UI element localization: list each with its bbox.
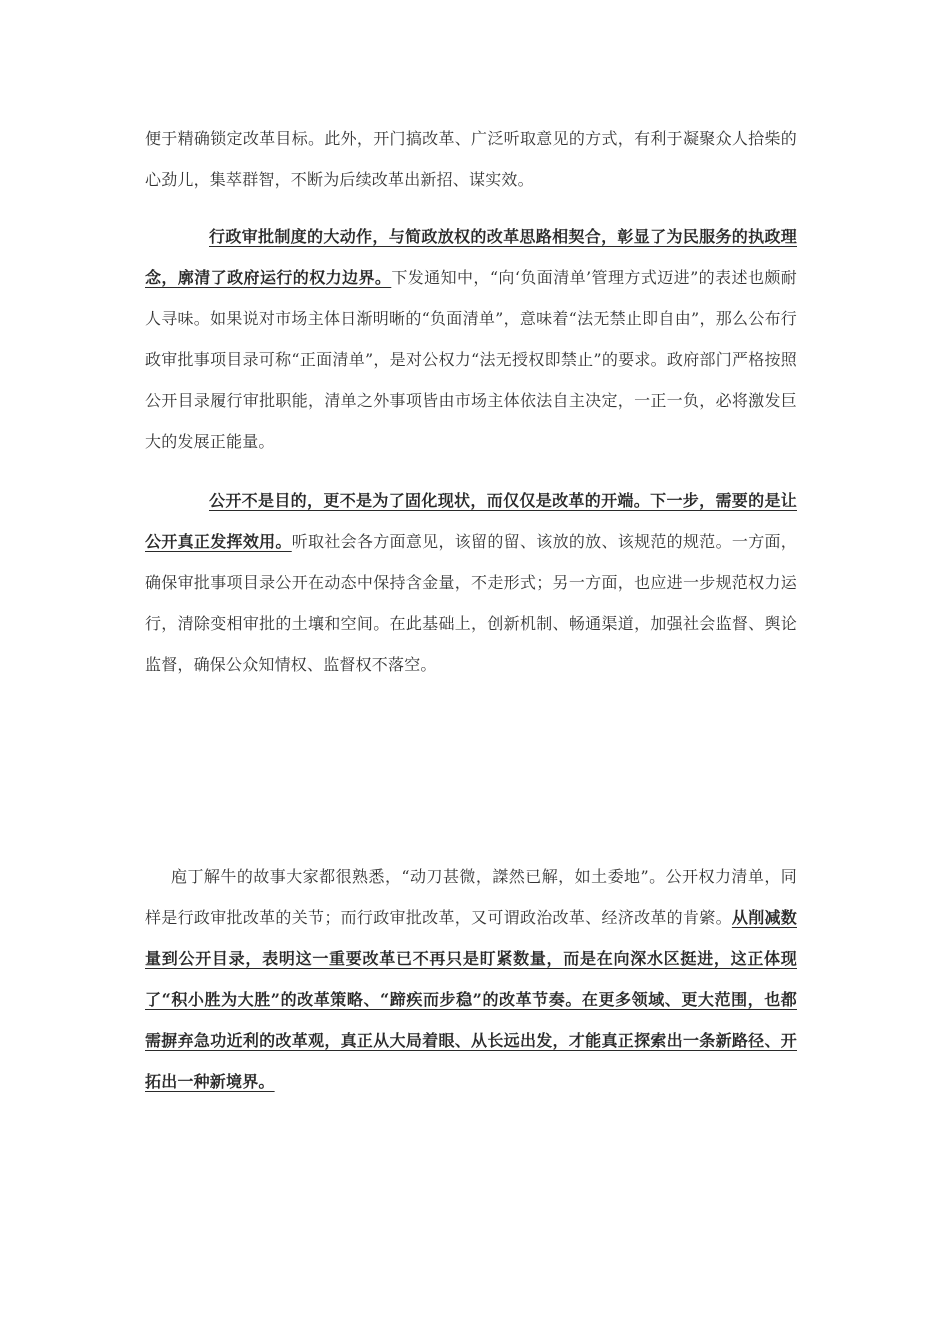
paragraph-1 — [145, 118, 797, 200]
paragraph-4 — [145, 856, 797, 1102]
paragraph-2-text: 下发通知中，“向‘负面清单’管理方式迈进”的表述也颇耐人寻味。如果说对市场主体日渐明晰的“负面清单”，意味着“法无禁止即自由”，那么公布行政审批事项目录可称“正面清单”，是对公权力“法无授权即禁止”的要求。政府部门严格按照公开目录履行审批职能，清单之外事项皆由市场主体依法自主决定，一正一负，必将激发巨大的发展正能量。 — [145, 268, 797, 451]
paragraph-2-emphasis: 行政审批制度的大动作，与简政放权的改革思路相契合，彰显了为民服务的执政理念，廓清了政府运行的权力边界。 — [145, 227, 797, 287]
paragraph-3-emphasis: 公开不是目的，更不是为了固化现状，而仅仅是改革的开端。下一步，需要的是让公开真正发挥效用。 — [145, 491, 797, 551]
paragraph-4-text: 庖丁解牛的故事大家都很熟悉，“动刀甚微，謋然已解，如土委地”。公开权力清单，同样是行政审批改革的关节；而行政审批改革，又可谓政治改革、经济改革的肯綮。 — [145, 867, 797, 927]
paragraph-2 — [145, 216, 797, 462]
paragraph-1-text: 便于精确锁定改革目标。此外，开门搞改革、广泛听取意见的方式，有利于凝聚众人拾柴的心劲儿，集萃群智，不断为后续改革出新招、谋实效。 — [145, 129, 797, 189]
paragraph-3-text: 听取社会各方面意见，该留的留、该放的放、该规范的规范。一方面，确保审批事项目录公开在动态中保持含金量，不走形式；另一方面，也应进一步规范权力运行，清除变相审批的土壤和空间。在此基础上，创新机制、畅通渠道，加强社会监督、舆论监督，确保公众知情权、监督权不落空。 — [145, 532, 798, 674]
paragraph-4-emphasis: 从削减数量到公开目录，表明这一重要改革已不再只是盯紧数量，而是在向深水区挺进，这正体现了“积小胜为大胜”的改革策略、“蹄疾而步稳”的改革节奏。在更多领域、更大范围，也都需摒弃急功近利的改革观，真正从大局着眼、从长远出发，才能真正探索出一条新路径、开拓出一种新境界。 — [145, 908, 797, 1091]
paragraph-3 — [145, 480, 797, 685]
